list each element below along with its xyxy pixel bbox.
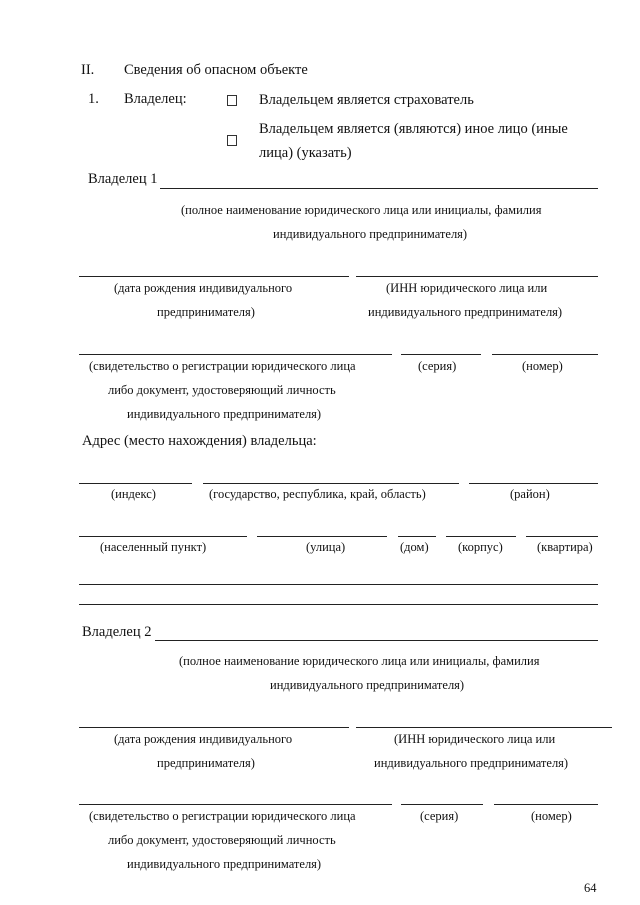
owner2-name-field[interactable] [155, 640, 598, 641]
owner1-name-field[interactable] [160, 188, 598, 189]
address-extra-line-2[interactable] [79, 604, 598, 605]
owner-option-other-line1: Владельцем является (являются) иное лицо (иные [259, 121, 568, 137]
owner2-series-caption: (серия) [420, 809, 459, 823]
owner2-inn-field[interactable] [356, 727, 612, 728]
owner-is-insured-checkbox[interactable] [227, 95, 237, 106]
owner1-cert-caption-line1: (свидетельство о регистрации юридического лица [89, 359, 356, 373]
owner2-number-caption: (номер) [531, 809, 572, 823]
section-number: II. [81, 62, 95, 78]
owner2-label: Владелец 2 [82, 624, 152, 640]
address-apartment-field[interactable] [526, 536, 598, 537]
owner2-cert-caption-line3: индивидуального предпринимателя) [127, 857, 322, 871]
owner2-cert-field[interactable] [79, 804, 392, 805]
owner1-series-caption: (серия) [418, 359, 457, 373]
owner1-label: Владелец 1 [88, 171, 158, 187]
owner1-name-caption-line1: (полное наименование юридического лица или инициалы, фамилия [181, 203, 542, 217]
owner1-inn-field[interactable] [356, 276, 598, 277]
owner2-cert-caption-line1: (свидетельство о регистрации юридического лица [89, 809, 356, 823]
owner2-series-field[interactable] [401, 804, 483, 805]
owner2-dob-caption-line1: (дата рождения индивидуального [114, 732, 293, 746]
owner-option-insured: Владельцем является страхователь [259, 92, 474, 108]
owner2-number-field[interactable] [494, 804, 598, 805]
owner2-dob-field[interactable] [79, 727, 349, 728]
owner-option-other-line2: лица) (указать) [259, 145, 352, 161]
owner1-dob-caption-line1: (дата рождения индивидуального [114, 281, 293, 295]
owner1-cert-field[interactable] [79, 354, 392, 355]
address-building-caption: (корпус) [458, 540, 503, 554]
owner1-number-field[interactable] [492, 354, 598, 355]
owner2-inn-caption-line1: (ИНН юридического лица или [394, 732, 556, 746]
address-index-caption: (индекс) [111, 487, 156, 501]
owner1-dob-field[interactable] [79, 276, 349, 277]
owner2-dob-caption-line2: предпринимателя) [157, 756, 255, 770]
owner1-series-field[interactable] [401, 354, 481, 355]
address-region-field[interactable] [203, 483, 459, 484]
address-locality-field[interactable] [79, 536, 247, 537]
address-street-caption: (улица) [306, 540, 346, 554]
owner1-number-caption: (номер) [522, 359, 563, 373]
address-title: Адрес (место нахождения) владельца: [82, 433, 317, 449]
address-index-field[interactable] [79, 483, 192, 484]
owner1-dob-caption-line2: предпринимателя) [157, 305, 255, 319]
section-title: Сведения об опасном объекте [124, 62, 308, 78]
address-district-field[interactable] [469, 483, 598, 484]
owner1-cert-caption-line3: индивидуального предпринимателя) [127, 407, 322, 421]
owner1-name-caption-line2: индивидуального предпринимателя) [273, 227, 468, 241]
address-house-caption: (дом) [400, 540, 429, 554]
owner-label: Владелец: [124, 91, 187, 107]
address-locality-caption: (населенный пункт) [100, 540, 207, 554]
owner2-inn-caption-line2: индивидуального предпринимателя) [374, 756, 569, 770]
item-number: 1. [88, 91, 99, 107]
owner2-name-caption-line2: индивидуального предпринимателя) [270, 678, 465, 692]
address-building-field[interactable] [446, 536, 516, 537]
owner1-inn-caption-line1: (ИНН юридического лица или [386, 281, 548, 295]
address-street-field[interactable] [257, 536, 387, 537]
owner2-cert-caption-line2: либо документ, удостоверяющий личность [108, 833, 336, 847]
address-district-caption: (район) [510, 487, 550, 501]
owner-is-other-checkbox[interactable] [227, 135, 237, 146]
owner2-name-caption-line1: (полное наименование юридического лица или инициалы, фамилия [179, 654, 540, 668]
page-number: 64 [584, 881, 597, 895]
address-extra-line-1[interactable] [79, 584, 598, 585]
address-region-caption: (государство, республика, край, область) [209, 487, 426, 501]
owner1-cert-caption-line2: либо документ, удостоверяющий личность [108, 383, 336, 397]
address-apartment-caption: (квартира) [537, 540, 593, 554]
address-house-field[interactable] [398, 536, 436, 537]
owner1-inn-caption-line2: индивидуального предпринимателя) [368, 305, 563, 319]
